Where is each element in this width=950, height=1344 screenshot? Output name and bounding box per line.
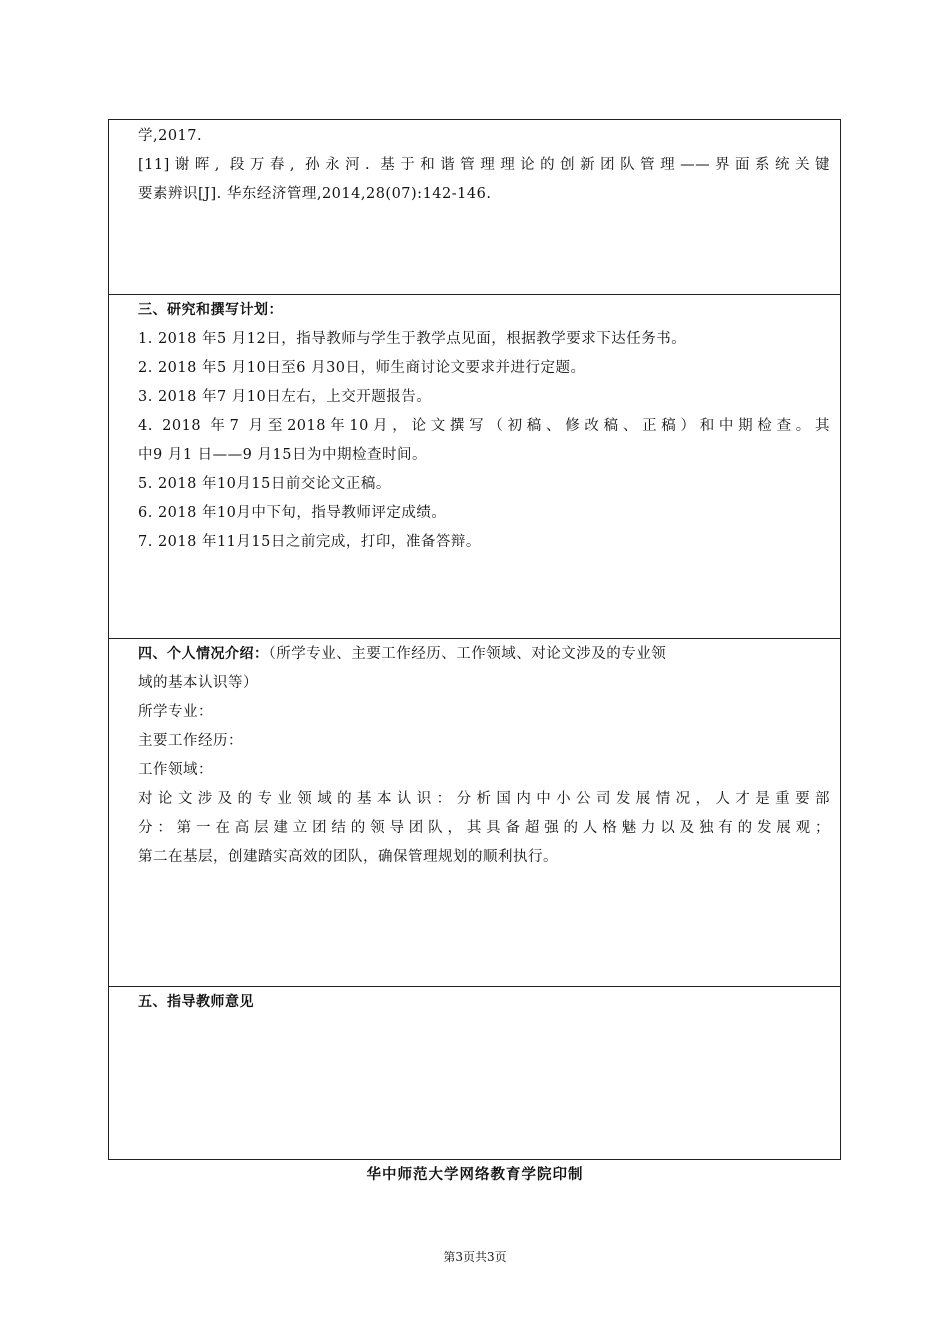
understanding-text: 分：第一在高层建立团结的领导团队，其具备超强的人格魅力以及独有的发展观； [138, 820, 830, 836]
heading-note-continued: 域的基本认识等） [138, 675, 258, 691]
form-table [108, 119, 841, 1160]
printer-footer: 华中师范大学网络教育学院印制 [366, 1167, 584, 1183]
section-heading: 五、指导教师意见 [138, 994, 254, 1010]
understanding-text: 第二在基层，创建踏实高效的团队，确保管理规划的顺利执行。 [138, 849, 558, 865]
plan-item: 6. 2018 年10月中下旬，指导教师评定成绩。 [138, 505, 447, 521]
reference-line: [11]谢晖, 段万春, 孙永河. 基于和谐管理理论的创新团队管理——界面系统关键 [138, 157, 830, 173]
heading-note: （所学专业、主要工作经历、工作领域、对论文涉及的专业领 [268, 646, 667, 662]
plan-item: 2. 2018 年5 月10日至6 月30日，师生商讨论文要求并进行定题。 [138, 360, 586, 376]
experience-label: 主要工作经历： [138, 733, 243, 749]
plan-item: 7. 2018 年11月15日之前完成，打印，准备答辩。 [138, 534, 481, 550]
research-plan-section [109, 294, 840, 638]
page-number: 第3页共3页 [443, 1250, 507, 1264]
personal-intro-section [109, 638, 840, 986]
advisor-opinion-section [109, 986, 840, 1159]
reference-line: 学,2017. [138, 128, 203, 144]
section-heading: 四、个人情况介绍： [138, 646, 269, 662]
major-label: 所学专业： [138, 704, 213, 720]
plan-item: 4. 2018 年7 月至2018年10月，论文撰写（初稿、修改稿、正稿）和中期检查。其 [138, 418, 830, 434]
field-label: 工作领域： [138, 762, 213, 778]
section-heading: 三、研究和撰写计划： [138, 302, 283, 318]
understanding-text: 对论文涉及的专业领域的基本认识：分析国内中小公司发展情况，人才是重要部 [138, 791, 830, 807]
reference-line: 要素辨识[J]. 华东经济管理,2014,28(07):142-146. [138, 186, 492, 202]
plan-item: 中9 月1 日——9 月15日为中期检查时间。 [138, 447, 427, 463]
plan-item: 5. 2018 年10月15日前交论文正稿。 [138, 476, 391, 492]
plan-item: 3. 2018 年7 月10日左右，上交开题报告。 [138, 389, 432, 405]
section-heading-row [138, 640, 830, 669]
plan-item: 1. 2018 年5 月12日，指导教师与学生于教学点见面，根据教学要求下达任务书。 [138, 331, 687, 347]
references-section [109, 120, 840, 294]
